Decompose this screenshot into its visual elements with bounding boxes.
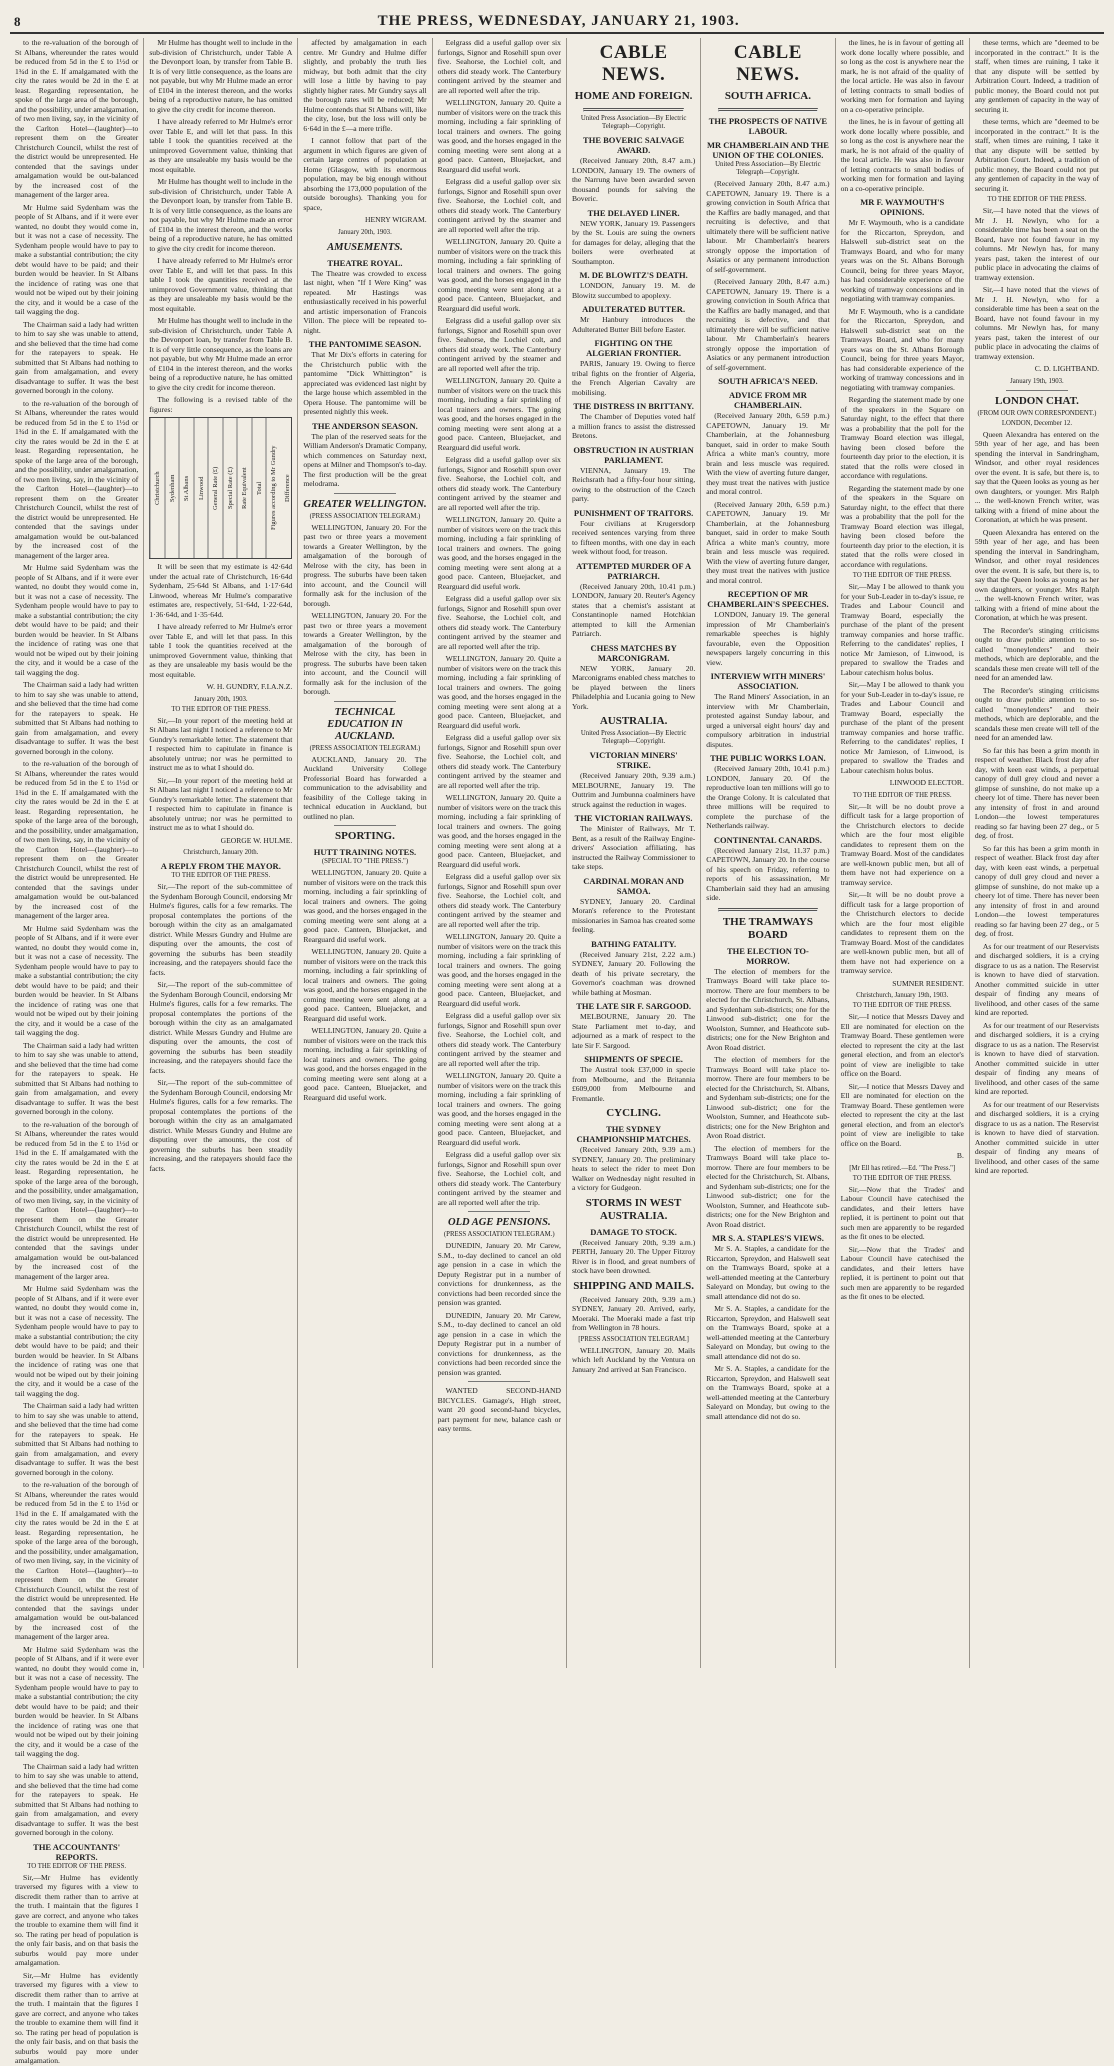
article-heading: THE SYDNEY CHAMPIONSHIP MATCHES. <box>576 1124 691 1144</box>
article-text: Mr F. Waymouth, who is a candidate for the Riccarton, Spreydon, and Halswell sub-district seat on the Tramways Board, and who for many years was on the St. Albans Borough Council, being for three years Mayor, has had considerable experience of the working of tramway concessions and in negotiating with tramway companies. <box>840 306 964 392</box>
section-heading: AUSTRALIA. <box>599 715 668 727</box>
article-text: Mr Hulme said Sydenham was the people of St Albans, and if it were ever wanted, no doubt they would come in, but it was not a case of necessity. The Sydenham people would have to pay to make a substantial contribution; the city debt would have to be paid; and their burden would be heavier. In St Albans the incidence of rating was one that would not be wiped out by their joining the city, and it would be a case of the tail wagging the dog. <box>15 563 139 677</box>
page-number: 8 <box>14 14 21 29</box>
section-heading: SPORTING. <box>335 830 395 842</box>
section-heading: THE TRAMWAYS BOARD <box>722 915 813 941</box>
article-text: Sir,—Mr Hulme has evidently traversed my figures with a view to discredit them rather than to arrive at the truth. I maintain that the figures I gave are correct, and anyone who takes the trouble to examine them will find it so. The rating per head of population is the only fair basis, and on that basis the suburbs would pay more under amalgamation. <box>15 1970 139 2065</box>
column-5 <box>567 38 701 1668</box>
article-text: The following is a revised table of the figures: <box>149 395 293 414</box>
article-text: WELLINGTON, January 20. Quite a number of visitors were on the track this morning, including a fair sprinkling of local trainers and owners. The going was good, and the horses engaged in the coming meeting were sent along at a good pace. Canteen, Bluejacket, and Rearguard did useful work. <box>437 376 561 452</box>
article-text: (Received January 20th, 6.59 p.m.) CAPETOWN, January 19. Mr Chamberlain, at the Johannesburg banquet, said in order to make South Africa a white man's country, more brain and less muscle was required. With the view of averting future danger, they must treat the natives with justice and moral control. <box>706 411 830 496</box>
section-note: TO THE EDITOR OF THE PRESS. <box>852 1174 952 1182</box>
article-heading: THE LATE SIR F. SARGOOD. <box>576 1001 691 1011</box>
section-note: [PRESS ASSOCIATION TELEGRAM.] <box>578 1335 689 1343</box>
article-text: The election of members for the Tramways Board will take place to-morrow. There are four members to be elected for the Christchurch, St. Albans, and Sydenham sub-districts; one for the Linwood sub-district; one for the Woolston, Sumner, and Heathcote sub-districts; one for the New Brighton and Avon Road district. <box>706 1055 830 1140</box>
section-heading: AMUSEMENTS. <box>327 241 403 253</box>
article-heading: THE PROSPECTS OF NATIVE LABOUR. <box>708 116 828 136</box>
signature: B. <box>956 1151 964 1160</box>
article-heading: ADULTERATED BUTTER. <box>582 304 686 314</box>
article-text: (Received January 20th, 8.47 a.m.) LONDON, January 19. The owners of the Narrung have been awarded seven thousand pounds for salving the Boveric. <box>571 156 696 203</box>
article-text: The Rand Miners' Association, in an interview with Mr Chamberlain, protested against Sunday labour, and urged a universal eight hours' day and compulsory arbitration in industrial disputes. <box>706 692 830 749</box>
section-note: TO THE EDITOR OF THE PRESS. <box>171 872 271 879</box>
section-heading: CYCLING. <box>606 1107 661 1119</box>
article-text: to the re-valuation of the borough of St Albans, whereunder the rates would be reduced from 5d in the £ to 1½d or 1¾d in the £. If amalgamated with the city the rates would be 2d in the £ at least. Regarding representation, he spoke of the large area of the borough, and the possibility, under amalgamation, of two men living, say, in the vicinity of the Carlton Hotel—(laughter)—to represent them on the Greater Christchurch Council, whilst the rest of the district would be unrepresented. He contended that the savings under amalgamation would be out-balanced by the increased cost of the management of the larger area. <box>15 1480 139 1641</box>
article-text: Mr Hulme said Sydenham was the people of St Albans, and if it were ever wanted, no doubt they would come in, but it was not a case of necessity. The Sydenham people would have to pay to make a substantial contribution; the city debt would have to be paid; and their burden would be heavier. In St Albans the incidence of rating was one that would not be wiped out by their joining the city, and it would be a case of the tail wagging the dog. <box>15 923 139 1037</box>
article-text: I cannot follow that part of the argument in which figures are given of certain large centres of population at Home (Glasgow, with its enormous population, may be big enough without absorbing the 173,000 population of the outside boroughs). Thanking you for space, <box>303 136 427 212</box>
article-text: Eelgrass did a useful gallop over six furlongs, Signor and Rosehill spun over five. Seahorse, the Lochiel colt, and others did steady work. The Canterbury contingent arrived by the steamer and are all reported well after the trip. <box>437 733 561 790</box>
article-text: The plan of the reserved seats for the William Anderson's Dramatic Company, which commences on Saturday next, opens at Milner and Thompson's to-day. The first production will be the great melodrama. <box>303 431 427 488</box>
article-text: Sir,—May I be allowed to thank you for your Sub-Leader in to-day's issue, re Trades and Labour Council and Tramway Board, especially the purchase of the plant of the present tramway companies and horse traffic. Referring to the candidates' replies, I notice Mr Jamieson, of Linwood, is prepared to swallow the Trades and Labour catechism holus bolus. <box>840 680 964 775</box>
table-column-header: Christchurch <box>150 418 165 558</box>
article-text: Eelgrass did a useful gallop over six furlongs, Signor and Rosehill spun over five. Seahorse, the Lochiel colt, and others did steady work. The Canterbury contingent arrived by the steamer and are all reported well after the trip. <box>437 594 561 651</box>
article-text: to the re-valuation of the borough of St Albans, whereunder the rates would be reduced from 5d in the £ to 1½d or 1¾d in the £. If amalgamated with the city the rates would be 2d in the £ at least. Regarding representation, he spoke of the large area of the borough, and the possibility, under amalgamation, of two men living, say, in the vicinity of the Carlton Hotel—(laughter)—to represent them on the Greater Christchurch Council, whilst the rest of the district would be unrepresented. He contended that the savings under amalgamation would be out-balanced by the increased cost of the management of the larger area. <box>15 1119 139 1281</box>
article-text: The Austral took £37,000 in specie from Melbourne, and the Britannia £609,000 from Melbourne and Fremantle. <box>571 1065 696 1103</box>
article-text: NEW YORK, January 20. Marconigrams enabled chess matches to be played between the liners Philadelphia and Lucania going to New York. <box>571 663 696 711</box>
article-text: (Received January 20th, 8.47 a.m.) CAPETOWN, January 19. There is a growing conviction in South Africa that the Kaffirs are badly managed, and that recruiting is defective, and that ultimately there will be sufficient native labour. Mr Chamberlain's hearers strongly oppose the importation of Asiatics or any permanent introduction of self-government. <box>706 179 830 274</box>
article-text: That Mr Dix's efforts in catering for the Christchurch public with the pantomime "Dick Whittington" is appreciated was evidenced last night by the large house which assembled in the Opera House. The pantomime will be presented nightly this week. <box>303 350 427 416</box>
signature: LINWOOD ELECTOR. <box>889 778 964 787</box>
article-text: Eelgrass did a useful gallop over six furlongs, Signor and Rosehill spun over five. Seahorse, the Lochiel colt, and others did steady work. The Canterbury contingent arrived by the steamer and are all reported well after the trip. <box>437 177 561 234</box>
article-text: Mr F. Waymouth, who is a candidate for the Riccarton, Spreydon, and Halswell sub-district seat on the Tramways Board, and who for many years was on the St. Albans Borough Council, being for three years Mayor, has had considerable experience of the working of tramway concessions and in negotiating with tramway companies. <box>840 218 964 303</box>
article-text: Eelgrass did a useful gallop over six furlongs, Signor and Rosehill spun over five. Seahorse, the Lochiel colt, and others did steady work. The Canterbury contingent arrived by the steamer and are all reported well after the trip. <box>437 38 561 95</box>
article-heading: INTERVIEW WITH MINERS' ASSOCIATION. <box>710 671 826 691</box>
table-column-header: Sydenham <box>165 418 180 558</box>
article-text: WELLINGTON, January 20. Quite a number of visitors were on the track this morning, including a fair sprinkling of local trainers and owners. The going was good, and the horses engaged in the coming meeting were sent along at a good pace. Canteen, Bluejacket, and Rearguard did useful work. <box>437 1071 561 1147</box>
signature-date: January 20th, 1903. <box>338 228 392 236</box>
article-heading: OBSTRUCTION IN AUSTRIAN PARLIAMENT. <box>573 444 694 465</box>
section-note: TO THE EDITOR OF THE PRESS. <box>852 791 952 799</box>
signature: SUMNER RESIDENT. <box>892 978 964 988</box>
article-text: AUCKLAND, January 20. The Auckland University College Professorial Board has forwarded a communication to the advisability and feasibility of the College taking in technical education in Auckland, but outlined no plan. <box>303 754 427 821</box>
article-text: WELLINGTON, January 20. Quite a number of visitors were on the track this morning, including a fair sprinkling of local trainers and owners. The going was good, and the horses engaged in the coming meeting were sent along at a good pace. Canteen, Bluejacket, and Rearguard did useful work. <box>437 98 561 174</box>
article-heading: ATTEMPTED MURDER OF A PATRIARCH. <box>576 560 692 581</box>
article-heading: FIGHTING ON THE ALGERIAN FRONTIER. <box>586 338 682 358</box>
table-column-header: Special Rate (£) <box>223 418 238 558</box>
article-heading: RECEPTION OF MR CHAMBERLAIN'S SPEECHES. <box>707 589 829 609</box>
signature: HENRY WIGRAM. <box>365 215 427 224</box>
article-text: the lines, he is in favour of getting all work done locally where possible, and so long as the cost is anywhere near the mark, he is not afraid of the quality of the local article. He was also in favour of letting contracts to small bodies of working men for formation and laying on a co-operative principle. <box>840 117 964 193</box>
article-text: (Received January 20th, 10.41 p.m.) LONDON, January 20. Reuter's Agency states that a chemist's assistant at Constantinople named Hotchkian attempted to kill the Armenian Patriarch. <box>571 581 696 638</box>
article-text: Eelgrass did a useful gallop over six furlongs, Signor and Rosehill spun over five. Seahorse, the Lochiel colt, and others did steady work. The Canterbury contingent arrived by the steamer and are all reported well after the trip. <box>437 1150 561 1207</box>
article-heading: THEATRE ROYAL. <box>327 257 403 268</box>
table-column-header: Total <box>252 418 267 558</box>
article-text: (Received January 20th, 8.47 a.m.) CAPETOWN, January 19. There is a growing conviction in South Africa that the Kaffirs are badly managed, and that recruiting is defective, and that ultimately there will be sufficient native labour. Mr Chamberlain's hearers strongly oppose the importation of Asiatics or any permanent introduction of self-government. <box>706 277 830 372</box>
article-text: Mr Hulme said Sydenham was the people of St Albans, and if it were ever wanted, no doubt they would come in, but it was not a case of necessity. The Sydenham people would have to pay to make a substantial contribution; the city debt would have to be paid; and their burden would be heavier. In St Albans the incidence of rating was one that would not be wiped out by their joining the city, and it would be a case of the tail wagging the dog. <box>15 1284 139 1398</box>
signature: GEORGE W. HULME. <box>220 835 293 845</box>
article-text: (Received January 20th, 6.59 p.m.) CAPETOWN, January 19. Mr Chamberlain, at the Johannesburg banquet, said in order to make South Africa a white man's country, more brain and less muscle was required. With the view of averting future danger, they must treat the natives with justice and moral control. <box>706 499 830 585</box>
column-8 <box>970 38 1104 1668</box>
table-column-header: Linwood <box>194 418 209 558</box>
article-text: The Chairman said a lady had written to him to say she was unable to attend, and she believed that the time had come for the ratepayers to speak. He submitted that St Albans had nothing to gain from amalgamation, and every disadvantage to suffer. It was the best governed borough in the colony. <box>15 1401 139 1477</box>
article-text: Regarding the statement made by one of the speakers in the Square on Saturday night, to the effect that there was a probability that the poll for the Tramway Board election was illegal, having been closed before the fourteenth day prior to the election, it is stated that the rolls were closed in accordance with regulations. <box>840 395 964 480</box>
article-text: Sir,—I have noted that the views of Mr J. H. Newlyn, who for a considerable time has been a seat on the Board, have not found favour in my columns. Mr Newlyn has, for many years past, taken the interest of our public place in advocating the claims of tramway extension. <box>974 285 1100 361</box>
article-text: The Recorder's stinging criticisms ought to draw public attention to so-called "moneylenders" and their methods, which are deplorable, and the scandals these men create will tell of the need for an amended law. <box>974 625 1100 682</box>
article-heading: THE DELAYED LINER. <box>587 207 680 218</box>
article-text: Queen Alexandra has entered on the 59th year of her age, and has been spending the interval in Sandringham, Windsor, and other royal residences over the event. It is safe, but there is, to say that the Queen looks as young as her own daughters, or younger. Mrs Ralph ... the well-known French writer, was talking with a friend of mine about the Coronation, at which he was present. <box>974 429 1100 524</box>
agency-note: United Press Association—By Electric Telegraph—Copyright. <box>580 115 687 130</box>
article-text: LONDON, January 19. The general impression of Mr Chamberlain's remarkable speeches is highly favourable, even the Opposition newspapers largely concurring in this view. <box>706 610 830 667</box>
columns <box>10 38 1104 2065</box>
section-note: (FROM OUR OWN CORRESPONDENT.) <box>977 409 1097 417</box>
article-text: Mr Hulme said Sydenham was the people of St Albans, and if it were ever wanted, no doubt they would come in, but it was not a case of necessity. The Sydenham people would have to pay to make a substantial contribution; the city debt would have to be paid; and their burden would be heavier. In St Albans the incidence of rating was one that would not be wiped out by their joining the city, and it would be a case of the tail wagging the dog. <box>15 1644 139 1758</box>
divider <box>334 701 396 702</box>
article-text: Four civilians at Krugersdorp received sentences varying from three to fifteen months, with one day in each week without food, for treason. <box>571 518 696 556</box>
article-text: Regarding the statement made by one of the speakers in the Square on Saturday night, to the effect that there was a probability that the poll for the Tramway Board election was illegal, having been closed before the fourteenth day prior to the election, it is stated that the rolls were closed in accordance with regulations. <box>840 483 964 569</box>
article-text: to the re-valuation of the borough of St Albans, whereunder the rates would be reduced from 5d in the £ to 1½d or 1¾d in the £. If amalgamated with the city the rates would be 2d in the £ at least. Regarding representation, he spoke of the large area of the borough, and the possibility, under amalgamation, of two men living, say, in the vicinity of the Carlton Hotel—(laughter)—to represent them on the Greater Christchurch Council, whilst the rest of the district would be unrepresented. He contended that the savings under amalgamation would be out-balanced by the increased cost of the management of the larger area. <box>15 38 139 199</box>
table-column-header: Rate Equivalent <box>237 418 252 558</box>
article-heading: SOUTH AFRICA'S NEED. <box>718 376 818 386</box>
article-text: Eelgrass did a useful gallop over six furlongs, Signor and Rosehill spun over five. Seahorse, the Lochiel colt, and others did steady work. The Canterbury contingent arrived by the steamer and are all reported well after the trip. <box>437 1011 561 1068</box>
article-text: I have already referred to Mr Hulme's error over Table E, and will let that pass. In this table I took the quantities received at the unimproved Government value, thinking that as they are unsaleable my basis would be the most equitable. <box>149 622 293 679</box>
article-heading: THE PUBLIC WORKS LOAN. <box>710 753 826 763</box>
article-text: The Minister of Railways, Mr T. Bent, as a result of the Railway Engine-drivers' Association affiliating, has instructed the Railway Commissioner to take steps. <box>571 824 696 871</box>
rates-table <box>149 417 292 559</box>
section-heading: THE ACCOUNTANTS' REPORTS. <box>33 1841 121 1862</box>
article-text: WELLINGTON, January 20. Quite a number of visitors were on the track this morning, including a fair sprinkling of local trainers and owners. The going was good, and the horses engaged in the coming meeting were sent along at a good pace. Canteen, Bluejacket, and Rearguard did useful work. <box>437 515 561 591</box>
article-text: affected by amalgamation in each centre. Mr Gundry and Hulme differ slightly, and probably the truth lies midway, but both admit that the city will lose a little by having to pay slightly higher rates. Mr Gundry says all the borough rates will be reduced; Mr Hulme contends that St Albans will, like the city, lose, but the loss will only be 6·64d in the £—a mere trifle. <box>303 38 427 133</box>
divider <box>718 908 819 912</box>
article-text: Sir,—Mr Hulme has evidently traversed my figures with a view to discredit them rather than to arrive at the truth. I maintain that the figures I gave are correct, and anyone who takes the trouble to examine them will find it so. The rating per head of population is the only fair basis, and on that basis the suburbs would pay more under amalgamation. <box>15 1872 139 1967</box>
article-text: Mr Hulme said Sydenham was the people of St Albans, and if it were ever wanted, no doubt they would come in, but it was not a case of necessity. The Sydenham people would have to pay to make a substantial contribution; the city debt would have to be paid; and their burden would be heavier. In St Albans the incidence of rating was one that would not be wiped out by their joining the city, and it would be a case of the tail wagging the dog. <box>15 202 139 316</box>
article-heading: THE VICTORIAN RAILWAYS. <box>574 813 693 823</box>
article-text: (Received January 20th, 10.41 p.m.) LONDON, January 20. Of the reproductive loan ten millions will go to the Orange Colony. It is calculated that three millions will be required to complete the purchase of the Netherlands railway. <box>706 764 830 830</box>
article-text: WELLINGTON, January 20. Quite a number of visitors were on the track this morning, including a fair sprinkling of local trainers and owners. The going was good, and the horses engaged in the coming meeting were sent along at a good pace. Canteen, Bluejacket, and Rearguard did useful work. <box>437 793 561 869</box>
article-heading: THE ANDERSON SEASON. <box>312 420 418 431</box>
article-text: VIENNA, January 19. The Reichsrath had a fifty-four hour sitting, owing to the obstruction of the Czech party. <box>571 465 696 503</box>
article-text: Mr S. A. Staples, a candidate for the Riccarton, Spreydon, and Halswell seat on the Tramways Board, spoke at a well-attended meeting at the Canterbury Saleyard on Monday, but owing to the small attendance did not do so. <box>706 1244 830 1301</box>
article-text: Sir,—The report of the sub-committee of the Sydenham Borough Council, endorsing Mr Hulme's figures, calls for a few remarks. The proposal contemplates the portions of the borough within the city as an amalgamated district. While Messrs Gundry and Hulme are disputing over the amounts, the cost of governing the suburbs has been steadily increasing, and the ratepayers should face the facts. <box>149 1078 293 1173</box>
section-note: TO THE EDITOR OF THE PRESS. <box>987 196 1087 203</box>
column-1 <box>10 38 144 2065</box>
article-heading: ADVICE FROM MR CHAMBERLAIN. <box>728 390 807 410</box>
column-3 <box>298 38 432 1668</box>
signature: C. D. LIGHTBAND. <box>1034 364 1100 373</box>
article-text: The Chairman said a lady had written to him to say she was unable to attend, and she believed that the time had come for the ratepayers to speak. He submitted that St Albans had nothing to gain from amalgamation, and every disadvantage to suffer. It was the best governed borough in the colony. <box>15 319 139 395</box>
divider <box>583 108 684 112</box>
agency-note: United Press Association—By Electric Telegraph—Copyright. <box>580 730 687 745</box>
article-heading: THE PANTOMIME SEASON. <box>308 339 422 349</box>
section-subtitle: HOME AND FOREIGN. <box>574 90 693 102</box>
article-heading: M. DE BLOWITZ'S DEATH. <box>579 270 688 280</box>
signature-date: January 20th, 1903. <box>194 695 248 703</box>
article-text: Mr S. A. Staples, a candidate for the Riccarton, Spreydon, and Halswell seat on the Tramways Board, spoke at a well-attended meeting at the Canterbury Saleyard on Monday, but owing to the small attendance did not do so. <box>706 1304 830 1361</box>
article-text: The election of members for the Tramways Board will take place to-morrow. There are four members to be elected for the Christchurch, St. Albans, and Sydenham sub-districts; one for the Linwood sub-district; one for the Woolston, Sumner, and Heathcote sub-districts; one for the New Brighton and Avon Road district. <box>706 1143 830 1229</box>
article-text: It will be seen that my estimate is 42·64d under the actual rate of Christchurch, 16·64d Sydenham, 25·64d St Albans, and 1·17·64d Linwood, whereas Mr Hulme's comparative estimates are, respectively, 51·64d, 1·22·64d, 1·36·64d, and 1·35·64d. <box>149 562 293 619</box>
article-text: MELBOURNE, January 20. The State Parliament met to-day, and adjourned as a mark of respect to the late Sir F. Sargood. <box>571 1012 696 1050</box>
signature-date: Christchurch, January 20th. <box>183 849 259 856</box>
section-note: TO THE EDITOR OF THE PRESS. <box>852 1002 952 1009</box>
article-text: The Recorder's stinging criticisms ought to draw public attention to so-called "moneylenders" and their methods, which are deplorable, and the scandals these men create will tell of the need for an amended law. <box>974 685 1100 742</box>
article-text: these terms, which are "deemed to be incorporated in the contract." It is the staff, when times are ruining, I take it that any dispute will be settled by Arbitration Court. Indeed, a tradition of public money, the Board could not put any gentlemen of capacity in the way of securing it. <box>974 38 1100 114</box>
article-text: (Received January 20th, 9.39 a.m.) MELBOURNE, January 19. The Outtrim and Jumbunna coalminers have struck against the reduction in wages. <box>571 771 696 809</box>
divider <box>1006 390 1068 391</box>
article-text: WELLINGTON, January 20. Quite a number of visitors were on the track this morning, including a fair sprinkling of local trainers and owners. The going was good, and the horses engaged in the coming meeting were sent along at a good pace. Canteen, Bluejacket, and Rearguard did useful work. <box>303 868 427 944</box>
section-note: TO THE EDITOR OF THE PRESS. <box>27 1862 127 1870</box>
article-text: Mr Hulme has thought well to include in the sub-division of Christchurch, under Table A the Devonport loan, by transfer from Table B. It is of very little consequence, as the loans are not payable, but why Mr Hulme made an error of £104 in the interest thereon, and the works being of a reproductive nature, he has omitted to give the city credit for income thereon. <box>149 316 293 392</box>
article-text: As for our treatment of our Reservists and discharged soldiers, it is a crying disgrace to us as a nation. The Reservist is known to have died of starvation. Another committed suicide in utter despair of finding any means of livelihood, and other cases of the same kind are reported. <box>974 1020 1100 1096</box>
article-heading: THE ELECTION TO-MORROW. <box>726 945 809 966</box>
masthead-title: THE PRESS, WEDNESDAY, JANUARY 21, 1903. <box>377 13 740 29</box>
article-text: I have already referred to Mr Hulme's error over Table E, and will let that pass. In this table I took the quantities received at the unimproved Government value, thinking that as they are unsaleable my basis would be the most equitable. <box>149 256 293 313</box>
article-text: Sir,—In your report of the meeting held at St Albans last night I noticed a reference to Mr Gundry's remarkable letter. The statement that I respected him to capitulate in finance is absolutely untrue; nor was he permitted to instruct me as to what I should do. <box>149 775 293 832</box>
article-text: Sir,—I have noted that the views of Mr J. H. Newlyn, who for a considerable time has been a seat on the Board, have not found favour in my columns. Mr Newlyn has, for many years past, taken the interest of our public place in advocating the claims of tramway extension. <box>974 206 1100 282</box>
article-heading: THE DISTRESS IN BRITTANY. <box>573 401 694 411</box>
article-text: WELLINGTON, January 20. Quite a number of visitors were on the track this morning, including a fair sprinkling of local trainers and owners. The going was good, and the horses engaged in the coming meeting were sent along at a good pace. Canteen, Bluejacket, and Rearguard did useful work. <box>303 947 427 1023</box>
article-text: Sir,—It will be no doubt prove a difficult task for a large proportion of the Christchurch electors to decide which are the four most eligible candidates to represent them on the Tramway Board. Most of the candidates are well-known public men, but all of them have not had experience on a tramway service. <box>840 801 964 887</box>
article-text: Sir,—The report of the sub-committee of the Sydenham Borough Council, endorsing Mr Hulme's figures, calls for a few remarks. The proposal contemplates the portions of the borough within the city as an amalgamated district. While Messrs Gundry and Hulme are disputing over the amounts, the cost of governing the suburbs has been steadily increasing, and the ratepayers should face the facts. <box>149 980 293 1075</box>
section-heading: LONDON CHAT. <box>994 394 1079 407</box>
article-text: The election of members for the Tramways Board will take place to-morrow. There are four members to be elected for the Christchurch, St. Albans, and Sydenham sub-districts; one for the Linwood sub-district; one for the Woolston, Sumner, and Heathcote sub-districts; one for the New Brighton and Avon Road district. <box>706 966 830 1052</box>
article-text: Eelgrass did a useful gallop over six furlongs, Signor and Rosehill spun over five. Seahorse, the Lochiel colt, and others did steady work. The Canterbury contingent arrived by the steamer and are all reported well after the trip. <box>437 316 561 373</box>
article-text: The Theatre was crowded to excess last night, when "If I Were King" was repeated. Mr Hastings was enthusiastically received in his powerful and artistic impersonation of Francois Villon. The piece will be repeated to-night. <box>303 268 427 335</box>
divider <box>334 493 396 494</box>
article-text: Sir,—In your report of the meeting held at St Albans last night I noticed a reference to Mr Gundry's remarkable letter. The statement that I respected him to capitulate in finance is absolutely untrue; nor was he permitted to instruct me as to what I should do. <box>149 715 293 772</box>
column-4 <box>433 38 567 1668</box>
table-column-header: General Rate (£) <box>208 418 223 558</box>
signature: W. H. GUNDRY, F.I.A.N.Z. <box>206 682 293 691</box>
article-text: So far this has been a grim month in respect of weather. Black frost day after day, with keen east winds, a perpetual canopy of dull grey cloud and never a glimpse of sunshine, do not make up a cheery lot of time. There has never been any intensity of frost in and around London—the lowest temperatures reading so far having been 27 deg., or 5 deg. of frost. <box>974 745 1100 840</box>
article-text: DUNEDIN, January 20. Mr Carew, S.M., to-day declined to cancel an old age pension in a case in which the Deputy Registrar put in a number of convictions for drunkenness, as the convictions had been recorded since the pension was granted. <box>437 1310 561 1377</box>
article-text: NEW YORK, January 19. Passengers by the St. Louis are suing the owners for damages for delay, alleging that the boilers were overheated at Southampton. <box>571 218 696 266</box>
article-heading: THE BOVERIC SALVAGE AWARD. <box>583 135 685 155</box>
article-text: to the re-valuation of the borough of St Albans, whereunder the rates would be reduced from 5d in the £ to 1½d or 1¾d in the £. If amalgamated with the city the rates would be 2d in the £ at least. Regarding representation, he spoke of the large area of the borough, and the possibility, under amalgamation, of two men living, say, in the vicinity of the Carlton Hotel—(laughter)—to represent them on the Greater Christchurch Council, whilst the rest of the district would be unrepresented. He contended that the savings under amalgamation would be out-balanced by the increased cost of the management of the larger area. <box>15 759 139 920</box>
article-text: the lines, he is in favour of getting all work done locally where possible, and so long as the cost is anywhere near the mark, he is not afraid of the quality of the local article. He was also in favour of letting contracts to small bodies of working men for formation and laying on a co-operative principle. <box>840 38 964 114</box>
section-note: (SPECIAL TO "THE PRESS.") <box>321 858 409 865</box>
signature-date: Christchurch, January 19th, 1903. <box>856 992 949 999</box>
article-text: (Received January 20th, 9.39 a.m.) SYDNEY, January 20. The preliminary heats to select the rider to meet Don Walker on Wednesday night resulted in a victory for Gudgeon. <box>571 1145 696 1192</box>
article-heading: CHESS MATCHES BY MARCONIGRAM. <box>590 642 677 663</box>
section-title: CABLE NEWS. <box>733 42 802 85</box>
section-heading: OLD AGE PENSIONS. <box>447 1217 551 1228</box>
article-text: WELLINGTON, January 20. Quite a number of visitors were on the track this morning, including a fair sprinkling of local trainers and owners. The going was good, and the horses engaged in the coming meeting were sent along at a good pace. Canteen, Bluejacket, and Rearguard did useful work. <box>437 237 561 313</box>
article-text: LONDON, January 19. M. de Blowitz succumbed to apoplexy. <box>571 281 696 300</box>
editor-note: [Mr Ell has retired.—Ed. "The Press."] <box>849 1164 956 1172</box>
column-6 <box>701 38 835 1668</box>
table-column-header: St Albans <box>179 418 194 558</box>
article-text: WELLINGTON, January 20. Mails which left Auckland by the Ventura on January 2nd arrived at San Francisco. <box>571 1345 696 1374</box>
article-text: The Chairman said a lady had written to him to say she was unable to attend, and she believed that the time had come for the ratepayers to speak. He submitted that St Albans had nothing to gain from amalgamation, and every disadvantage to suffer. It was the best governed borough in the colony. <box>15 680 139 756</box>
article-text: Sir,—May I be allowed to thank you for your Sub-Leader in to-day's issue, re Trades and Labour Council and Tramway Board, especially the purchase of the plant of the present tramway companies and horse traffic. Referring to the candidates' replies, I notice Mr Jamieson, of Linwood, is prepared to swallow the Trades and Labour catechism holus bolus. <box>840 582 964 677</box>
masthead <box>10 8 1104 34</box>
dateline: LONDON, December 12. <box>1001 419 1073 427</box>
article-text: PARIS, January 19. Owing to fierce tribal fights on the frontier of Algeria, the French Algerian Cavalry are mobilising. <box>571 359 696 397</box>
divider <box>468 1211 530 1212</box>
section-note: (PRESS ASSOCIATION TELEGRAM.) <box>309 512 421 520</box>
article-heading: VICTORIAN MINERS' STRIKE. <box>589 750 678 770</box>
article-text: (Received January 20th, 9.39 a.m.) SYDNEY, January 20. Arrived, early, Moeraki. The Moeraki made a fast trip from Wellington in 78 hours. <box>571 1294 696 1332</box>
article-text: Sir,—I notice that Messrs Davey and Ell are nominated for election on the Tramway Board. These gentlemen were elected to represent the city at the last general election, and from an elector's point of view are ineligible to take office on the Board. <box>840 1081 964 1148</box>
section-note: (PRESS ASSOCIATION TELEGRAM.) <box>309 744 421 752</box>
column-2 <box>144 38 298 1668</box>
article-heading: MR S. A. STAPLES'S VIEWS. <box>711 1233 824 1243</box>
article-text: SYDNEY, January 20. Cardinal Moran's reference to the Protestant missionaries in Samoa has created some feeling. <box>571 896 696 934</box>
table-column-header: Figures according to Mr Gundry <box>266 418 281 558</box>
article-text: DUNEDIN, January 20. Mr Carew, S.M., to-day declined to cancel an old age pension in a case in which the Deputy Registrar put in a number of convictions for drunkenness, as the convictions had been recorded since the pension was granted. <box>437 1241 561 1307</box>
article-text: Sir,—It will be no doubt prove a difficult task for a large proportion of the Christchurch electors to decide which are the four most eligible candidates to represent them on the Tramway Board. Most of the candidates are well-known public men, but all of them have not had experience on a tramway service. <box>840 890 964 975</box>
article-text: The Chairman said a lady had written to him to say she was unable to attend, and she believed that the time had come for the ratepayers to speak. He submitted that St Albans had nothing to gain from amalgamation, and every disadvantage to suffer. It was the best governed borough in the colony. <box>15 1040 139 1116</box>
article-text: Mr S. A. Staples, a candidate for the Riccarton, Spreydon, and Halswell seat on the Tramways Board, spoke at a well-attended meeting at the Canterbury Saleyard on Monday, but owing to the small attendance did not do so. <box>706 1364 830 1421</box>
article-text: The Chairman said a lady had written to him to say she was unable to attend, and she believed that the time had come for the ratepayers to speak. He submitted that St Albans had nothing to gain from amalgamation, and every disadvantage to suffer. It was the best governed borough in the colony. <box>15 1761 139 1837</box>
advertisement-text: WANTED SECOND-HAND BICYCLES. Gamage's, High street, want 20 good second-hand bicycles, part payment for new, balance cash or easy terms. <box>437 1386 561 1433</box>
article-text: Sir,—Now that the Trades' and Labour Council have catechised the candidates, and their letters have replied, it is pertinent to point out that such men are apparently to be regarded as the fit ones to be elected. <box>840 1244 964 1301</box>
article-text: these terms, which are "deemed to be incorporated in the contract." It is the staff, when times are ruining, I take it that any dispute will be settled by Arbitration Court. Indeed, a tradition of public money, the Board could not put any gentlemen of capacity in the way of securing it. <box>974 117 1100 193</box>
article-heading: CONTINENTAL CANARDS. <box>713 834 822 845</box>
article-text: As for our treatment of our Reservists and discharged soldiers, it is a crying disgrace to us as a nation. The Reservist is known to have died of starvation. Another committed suicide in utter despair of finding any means of livelihood, and other cases of the same kind are reported. <box>974 941 1100 1017</box>
article-text: Eelgrass did a useful gallop over six furlongs, Signor and Rosehill spun over five. Seahorse, the Lochiel colt, and others did steady work. The Canterbury contingent arrived by the steamer and are all reported well after the trip. <box>437 455 561 512</box>
article-text: Mr Hulme has thought well to include in the sub-division of Christchurch, under Table A the Devonport loan, by transfer from Table B. It is of very little consequence, as the loans are not payable, but why Mr Hulme made an error of £104 in the interest thereon, and the works being of a reproductive nature, he has omitted to give the city credit for income thereon. <box>149 38 293 114</box>
article-text: The Chamber of Deputies voted half a million francs to assist the distressed Bretons. <box>571 412 696 440</box>
table-column-header: Difference <box>283 474 291 502</box>
article-text: Mr Hulme has thought well to include in the sub-division of Christchurch, under Table A the Devonport loan, by transfer from Table B. It is of very little consequence, as the loans are not payable, but why Mr Hulme made an error of £104 in the interest thereon, and the works being of a reproductive nature, he has omitted to give the city credit for income thereon. <box>149 177 293 253</box>
article-text: WELLINGTON, January 20. Quite a number of visitors were on the track this morning, including a fair sprinkling of local trainers and owners. The going was good, and the horses engaged in the coming meeting were sent along at a good pace. Canteen, Bluejacket, and Rearguard did useful work. <box>303 1026 427 1102</box>
divider <box>334 825 396 826</box>
article-text: (Received January 21st, 11.37 p.m.) CAPETOWN, January 20. In the course of his speech on Friday, referring to reports of his assassination, Mr Chamberlain said they had an amusing side. <box>706 845 830 902</box>
article-text: As for our treatment of our Reservists and discharged soldiers, it is a crying disgrace to us as a nation. The Reservist is known to have died of starvation. Another committed suicide in utter despair of finding any means of livelihood, and other cases of the same kind are reported. <box>974 1099 1100 1175</box>
article-text: WELLINGTON, January 20. Quite a number of visitors were on the track this morning, including a fair sprinkling of local trainers and owners. The going was good, and the horses engaged in the coming meeting were sent along at a good pace. Canteen, Bluejacket, and Rearguard did useful work. <box>437 932 561 1008</box>
article-heading: HUTT TRAINING NOTES. <box>313 847 417 857</box>
article-text: Eelgrass did a useful gallop over six furlongs, Signor and Rosehill spun over five. Seahorse, the Lochiel colt, and others did steady work. The Canterbury contingent arrived by the steamer and are all reported well after the trip. <box>437 872 561 929</box>
section-heading: STORMS IN WEST AUSTRALIA. <box>585 1196 682 1222</box>
article-text: WELLINGTON, January 20. For the past two or three years a movement towards a Greater Wellington, by the amalgamation of the borough of Melrose with the city, has been in progress. The suburbs have been taken into account, and the Council will formally ask for the inclusion of the borough. <box>303 522 427 608</box>
article-text: I have already referred to Mr Hulme's error over Table E, and will let that pass. In this table I took the quantities received at the unimproved Government value, thinking that as they are unsaleable my basis would be the most equitable. <box>149 117 293 174</box>
article-text: Sir,—The report of the sub-committee of the Sydenham Borough Council, endorsing Mr Hulme's figures, calls for a few remarks. The proposal contemplates the portions of the borough within the city as an amalgamated district. While Messrs Gundry and Hulme are disputing over the amounts, the cost of governing the suburbs has been steadily increasing, and the ratepayers should face the facts. <box>149 882 293 977</box>
article-text: Sir,—I notice that Messrs Davey and Ell are nominated for election on the Tramway Board. These gentlemen were elected to represent the city at the last general election, and from an elector's point of view are ineligible to take office on the Board. <box>840 1012 964 1078</box>
article-text: to the re-valuation of the borough of St Albans, whereunder the rates would be reduced from 5d in the £ to 1½d or 1¾d in the £. If amalgamated with the city the rates would be 2d in the £ at least. Regarding representation, he spoke of the large area of the borough, and the possibility, under amalgamation, of two men living, say, in the vicinity of the Carlton Hotel—(laughter)—to represent them on the Greater Christchurch Council, whilst the rest of the district would be unrepresented. He contended that the savings under amalgamation would be out-balanced by the increased cost of the management of the larger area. <box>15 398 139 560</box>
article-text: WELLINGTON, January 20. Quite a number of visitors were on the track this morning, including a fair sprinkling of local trainers and owners. The going was good, and the horses engaged in the coming meeting were sent along at a good pace. Canteen, Bluejacket, and Rearguard did useful work. <box>437 654 561 730</box>
article-heading: SHIPMENTS OF SPECIE. <box>584 1054 683 1064</box>
article-heading: CARDINAL MORAN AND SAMOA. <box>583 875 684 896</box>
section-heading: SHIPPING AND MAILS. <box>573 1279 694 1292</box>
article-text: (Received January 21st, 2.22 a.m.) SYDNEY, January 20. Following the death of his private secretary, the Governor's coachman was drowned while bathing at Mosman. <box>571 949 696 997</box>
section-note: (PRESS ASSOCIATION TELEGRAM.) <box>443 1231 555 1238</box>
section-note: TO THE EDITOR OF THE PRESS. <box>852 572 952 579</box>
section-title: CABLE NEWS. <box>599 42 668 85</box>
article-heading: PUNISHMENT OF TRAITORS. <box>573 507 694 518</box>
article-text: Sir,—Now that the Trades' and Labour Council have catechised the candidates, and their letters have replied, it is pertinent to point out that such men are apparently to be regarded as the fit ones to be elected. <box>840 1184 964 1241</box>
section-subtitle: SOUTH AFRICA. <box>724 90 811 102</box>
article-heading: MR CHAMBERLAIN AND THE UNION OF THE COLONIES. <box>706 140 829 160</box>
column-7 <box>836 38 970 1668</box>
section-note: TO THE EDITOR OF THE PRESS. <box>171 705 271 713</box>
divider <box>718 108 819 112</box>
masthead-spacer <box>1097 14 1100 30</box>
divider <box>468 1381 530 1382</box>
agency-note: United Press Association—By Electric Telegraph—Copyright. <box>715 161 821 176</box>
article-text: Queen Alexandra has entered on the 59th year of her age, and has been spending the interval in Sandringham, Windsor, and other royal residences over the event. It is safe, but there is, to say that the Queen looks as young as her own daughters, or younger. Mrs Ralph ... the well-known French writer, was talking with a friend of mine about the Coronation, at which he was present. <box>974 527 1100 622</box>
section-heading: A REPLY FROM THE MAYOR. <box>160 861 281 871</box>
signature-date: January 19th, 1903. <box>1010 377 1064 385</box>
article-text: WELLINGTON, January 20. For the past two or three years a movement towards a Greater Wellington, by the amalgamation of the borough of Melrose with the city, has been in progress. The suburbs have been taken into account, and the Council will formally ask for the inclusion of the borough. <box>303 611 427 696</box>
article-heading: MR F. WAYMOUTH'S OPINIONS. <box>860 197 945 217</box>
section-heading: TECHNICAL EDUCATION IN AUCKLAND. <box>327 706 403 742</box>
article-text: (Received January 20th, 9.39 a.m.) PERTH, January 20. The Upper Fitzroy River is in flood, and great numbers of stock have been drowned. <box>571 1237 696 1275</box>
article-text: So far this has been a grim month in respect of weather. Black frost day after day, with keen east winds, a perpetual canopy of dull grey cloud and never a glimpse of sunshine, do not make up a cheery lot of time. There has never been any intensity of frost in and around London—the lowest temperatures reading so far having been 27 deg., or 5 deg. of frost. <box>974 843 1100 938</box>
article-heading: DAMAGE TO STOCK. <box>590 1226 677 1237</box>
section-heading: GREATER WELLINGTON. <box>303 498 427 510</box>
article-heading: BATHING FATALITY. <box>591 938 677 949</box>
article-text: Mr Hanbury introduces the Adulterated Butter Bill before Easter. <box>571 315 696 334</box>
